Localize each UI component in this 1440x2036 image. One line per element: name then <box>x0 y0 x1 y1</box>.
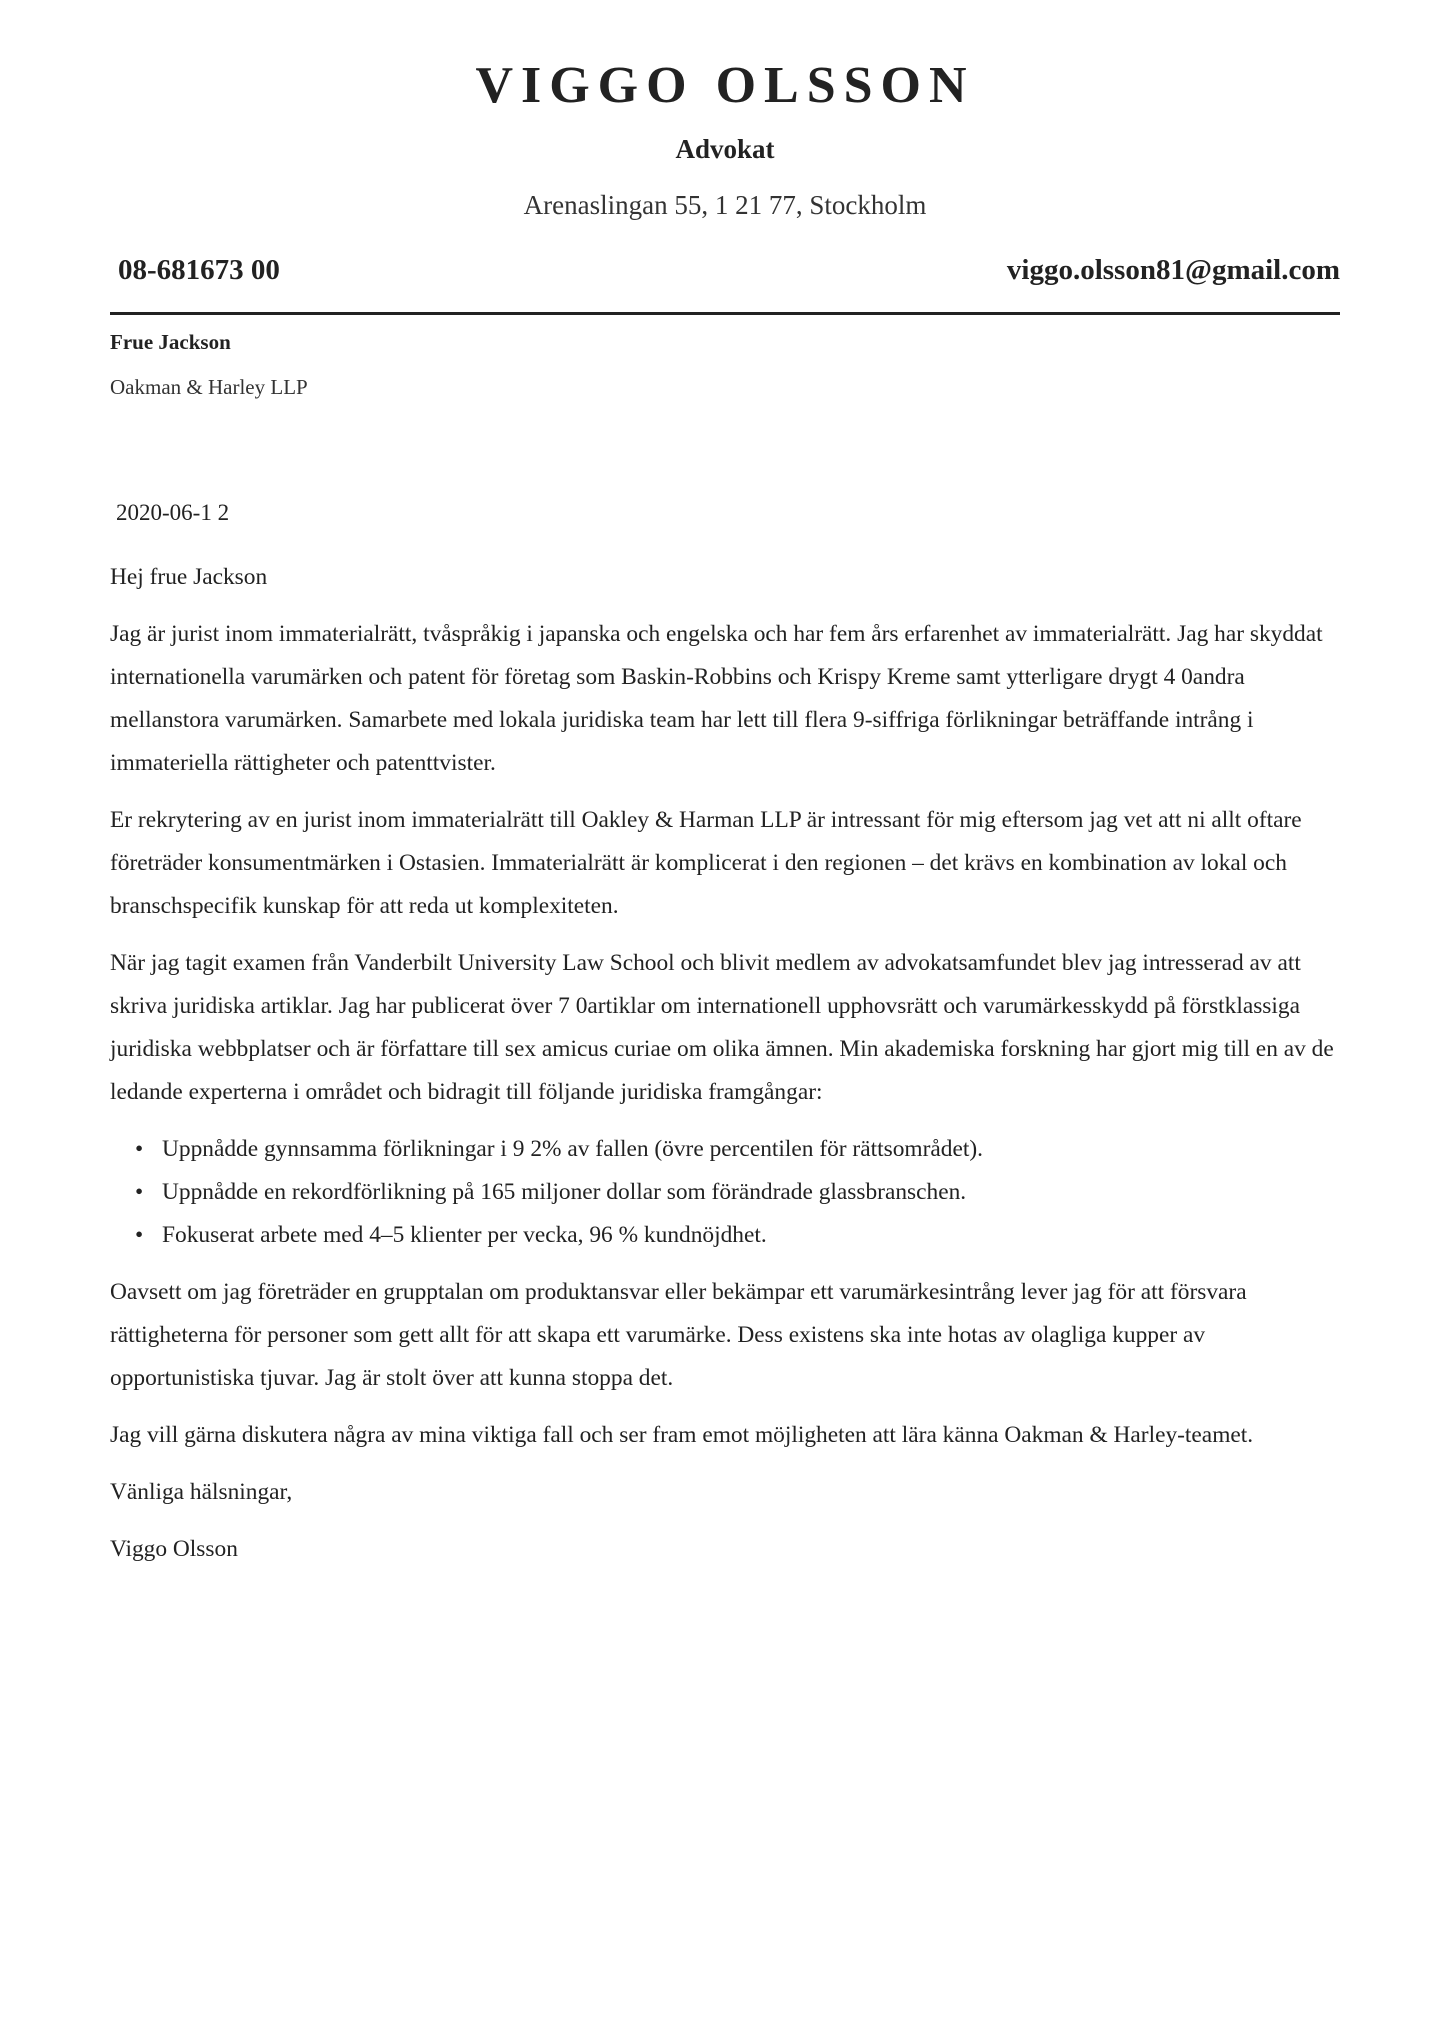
contact-row <box>110 252 1340 315</box>
letter-body <box>110 556 1340 1585</box>
recipient-name: Frue Jackson <box>110 330 231 354</box>
list-item-text: Fokuserat arbete med 4–5 klienter per vecka, 96 % kundnöjdhet. <box>162 1222 767 1248</box>
paragraph: När jag tagit examen från Vanderbilt University Law School och blivit medlem av advokatsamfundet blev jag intresserad av att skriva juridiska artiklar. Jag har publicerat över 7 0artiklar om internationell upphovsrätt och varumärkesskydd på förstklassiga juridiska webbplatser och är författare till sex amicus curiae om olika ämnen. Min akademiska forskning har gjort mig till en av de ledande experterna i området och bidragit till följande juridiska framgångar: <box>110 950 1334 1105</box>
list-item-text: Uppnådde gynnsamma förlikningar i 9 2% av fallen (övre percentilen för rättsområdet). <box>162 1136 983 1162</box>
achievements-list <box>110 1128 1340 1257</box>
list-item <box>135 1171 1340 1214</box>
email-address: viggo.olsson81@gmail.com <box>1006 254 1340 286</box>
list-item-text: Uppnådde en rekordförlikning på 165 miljoner dollar som förändrade glassbranschen. <box>162 1179 967 1205</box>
bullet-icon: • <box>135 1136 144 1162</box>
paragraph: Jag är jurist inom immaterialrätt, tvåspråkig i japanska och engelska och har fem års erfarenhet av immaterialrätt. Jag har skyddat internationella varumärken och patent för företag som Baskin-Robbins och Krispy Kreme samt ytterligare drygt 4 0andra mellanstora varumärken. Samarbete med lokala juridiska team har lett till flera 9-siffriga förlikningar beträffande intrång i immateriella rättigheter och patenttvister. <box>110 621 1323 776</box>
greeting: Hej frue Jackson <box>110 564 268 590</box>
sign-off: Vänliga hälsningar, <box>110 1479 293 1505</box>
list-item <box>135 1214 1340 1257</box>
bullet-icon: • <box>135 1179 144 1205</box>
recipient-company: Oakman & Harley LLP <box>110 375 308 399</box>
paragraph: Er rekrytering av en jurist inom immaterialrätt till Oakley & Harman LLP är intressant för mig eftersom jag vet att ni allt oftare företräder konsumentmärken i Ostasien. Immaterialrätt är komplicerat i den regionen – det krävs en kombination av lokal och branschspecifik kunskap för att reda ut komplexiteten. <box>110 807 1302 919</box>
applicant-name: VIGGO OLSSON <box>475 57 975 114</box>
paragraph: Jag vill gärna diskutera några av mina viktiga fall och ser fram emot möjligheten att lära känna Oakman & Harley-teamet. <box>110 1422 1254 1448</box>
phone-number: 08-681673 00 <box>118 254 280 286</box>
list-item <box>135 1128 1340 1171</box>
bullet-icon: • <box>135 1222 144 1248</box>
applicant-address: Arenaslingan 55, 1 21 77, Stockholm <box>523 190 927 220</box>
signature: Viggo Olsson <box>110 1536 238 1562</box>
applicant-title: Advokat <box>675 134 775 164</box>
paragraph: Oavsett om jag företräder en grupptalan om produktansvar eller bekämpar ett varumärkesintrång lever jag för att försvara rättigheterna för personer som gett allt för att skapa ett varumärke. Dess existens ska inte hotas av olagliga kupper av opportunistiska tjuvar. Jag är stolt över att kunna stoppa det. <box>110 1279 1247 1391</box>
letter-date: 2020-06-1 2 <box>116 500 230 525</box>
